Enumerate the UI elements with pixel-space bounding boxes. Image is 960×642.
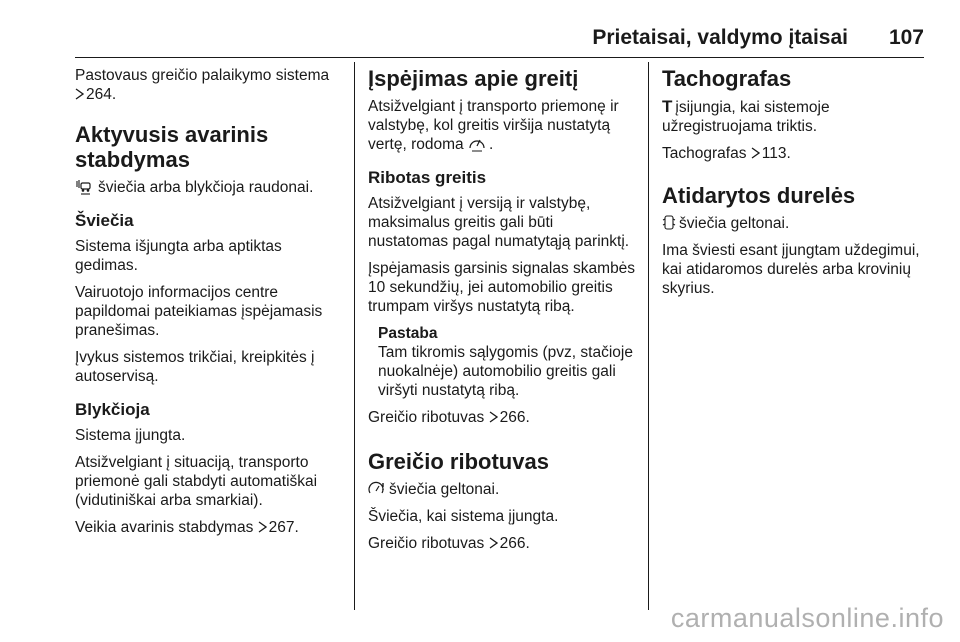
page-ref-arrow-icon bbox=[489, 411, 498, 423]
paragraph: Įvykus sistemos trikčiai, kreipkitės į autoservisą. bbox=[75, 349, 315, 385]
speedometer-warning-icon bbox=[468, 135, 486, 152]
paragraph: Sistema išjungta arba aptiktas gedimas. bbox=[75, 238, 282, 274]
paragraph-text: šviečia arba blykčioja raudonai. bbox=[98, 179, 314, 196]
page-ref-arrow-icon bbox=[489, 537, 498, 549]
page-ref[interactable]: 266. bbox=[499, 409, 530, 426]
paragraph-text: šviečia geltonai. bbox=[679, 215, 790, 232]
heading-speed-limiter: Greičio ribotuvas bbox=[368, 449, 549, 474]
watermark: carmanualsonline.info bbox=[670, 603, 944, 633]
paragraph bbox=[368, 97, 636, 154]
paragraph bbox=[368, 480, 636, 499]
paragraph bbox=[662, 214, 932, 233]
column-3 bbox=[662, 66, 932, 306]
paragraph: Šviečia, kai sistema įjungta. bbox=[368, 508, 559, 525]
paragraph: Ima šviesti esant įjungtam uždegimui, kai atidaromos durelės arba krovinių skyrius. bbox=[662, 242, 920, 297]
paragraph-text: . bbox=[488, 136, 494, 153]
paragraph bbox=[662, 144, 932, 163]
paragraph bbox=[75, 518, 347, 537]
heading-open-doors: Atidarytos durelės bbox=[662, 183, 856, 208]
note-box bbox=[378, 324, 636, 400]
page-ref[interactable]: 113. bbox=[761, 145, 791, 162]
page-ref[interactable]: 267. bbox=[268, 519, 299, 536]
paragraph bbox=[368, 408, 636, 427]
door-open-icon bbox=[662, 215, 676, 231]
heading-blink: Blykčioja bbox=[75, 400, 150, 419]
paragraph: Sistema įjungta. bbox=[75, 427, 186, 444]
paragraph bbox=[368, 534, 636, 553]
paragraph-text: įsijungia, kai sistemoje užregistruojama triktis. bbox=[662, 99, 830, 135]
note-text: Tam tikromis sąlygomis (pvz, stačioje nuokalnėje) automobilio greitis gali viršyti nustatytą ribą. bbox=[378, 344, 633, 399]
paragraph-text: Greičio ribotuvas bbox=[368, 409, 485, 426]
column-divider bbox=[354, 62, 355, 610]
emergency-braking-icon bbox=[75, 179, 95, 195]
page-header bbox=[0, 26, 960, 56]
page-ref-arrow-icon bbox=[751, 147, 760, 159]
paragraph-text: Veikia avarinis stabdymas bbox=[75, 519, 254, 536]
paragraph: Įspėjamasis garsinis signalas skambės 10 sekundžių, jei automobilio greitis trumpam viršys nustatytą ribą. bbox=[368, 260, 636, 315]
paragraph bbox=[662, 97, 932, 136]
heading-limited-speed: Ribotas greitis bbox=[368, 168, 487, 187]
header-rule bbox=[75, 57, 924, 58]
paragraph bbox=[75, 178, 347, 197]
paragraph bbox=[75, 66, 347, 104]
column-2 bbox=[368, 66, 636, 561]
column-divider bbox=[648, 62, 649, 610]
page-ref-arrow-icon bbox=[258, 521, 267, 533]
paragraph-text: Pastovaus greičio palaikymo sistema bbox=[75, 67, 330, 84]
paragraph-text: Atsižvelgiant į transporto priemonę ir valstybę, kol greitis viršija nustatytą vertę, rodoma bbox=[368, 98, 619, 153]
paragraph-text: Greičio ribotuvas bbox=[368, 535, 485, 552]
paragraph: Vairuotojo informacijos centre papildomai pateikiamas įspėjamasis pranešimas. bbox=[75, 284, 323, 339]
paragraph-text: šviečia geltonai. bbox=[389, 481, 500, 498]
page-ref[interactable]: 264. bbox=[86, 86, 117, 103]
note-title: Pastaba bbox=[378, 325, 438, 342]
section-title: Prietaisai, valdymo įtaisai bbox=[592, 26, 848, 49]
column-1 bbox=[75, 66, 347, 545]
heading-tachograph: Tachografas bbox=[662, 66, 792, 91]
paragraph: Atsižvelgiant į situaciją, transporto priemonė gali stabdyti automatiškai (vidutiniškai arba smarkiai). bbox=[75, 454, 318, 509]
page-ref[interactable]: 266. bbox=[499, 535, 530, 552]
heading-speed-warning: Įspėjimas apie greitį bbox=[368, 66, 579, 91]
heading-aeb: Aktyvusis avarinis stabdymas bbox=[75, 122, 269, 172]
tachograph-letter-icon: T bbox=[662, 97, 673, 116]
heading-lit: Šviečia bbox=[75, 211, 134, 230]
page-number: 107 bbox=[888, 26, 924, 49]
page-ref-arrow-icon bbox=[75, 88, 84, 100]
speed-limiter-icon bbox=[368, 481, 386, 497]
paragraph-text: Tachografas bbox=[662, 145, 747, 162]
paragraph: Atsižvelgiant į versiją ir valstybę, maksimalus greitis gali būti nustatomas pagal numatytąją parinktį. bbox=[368, 195, 630, 250]
